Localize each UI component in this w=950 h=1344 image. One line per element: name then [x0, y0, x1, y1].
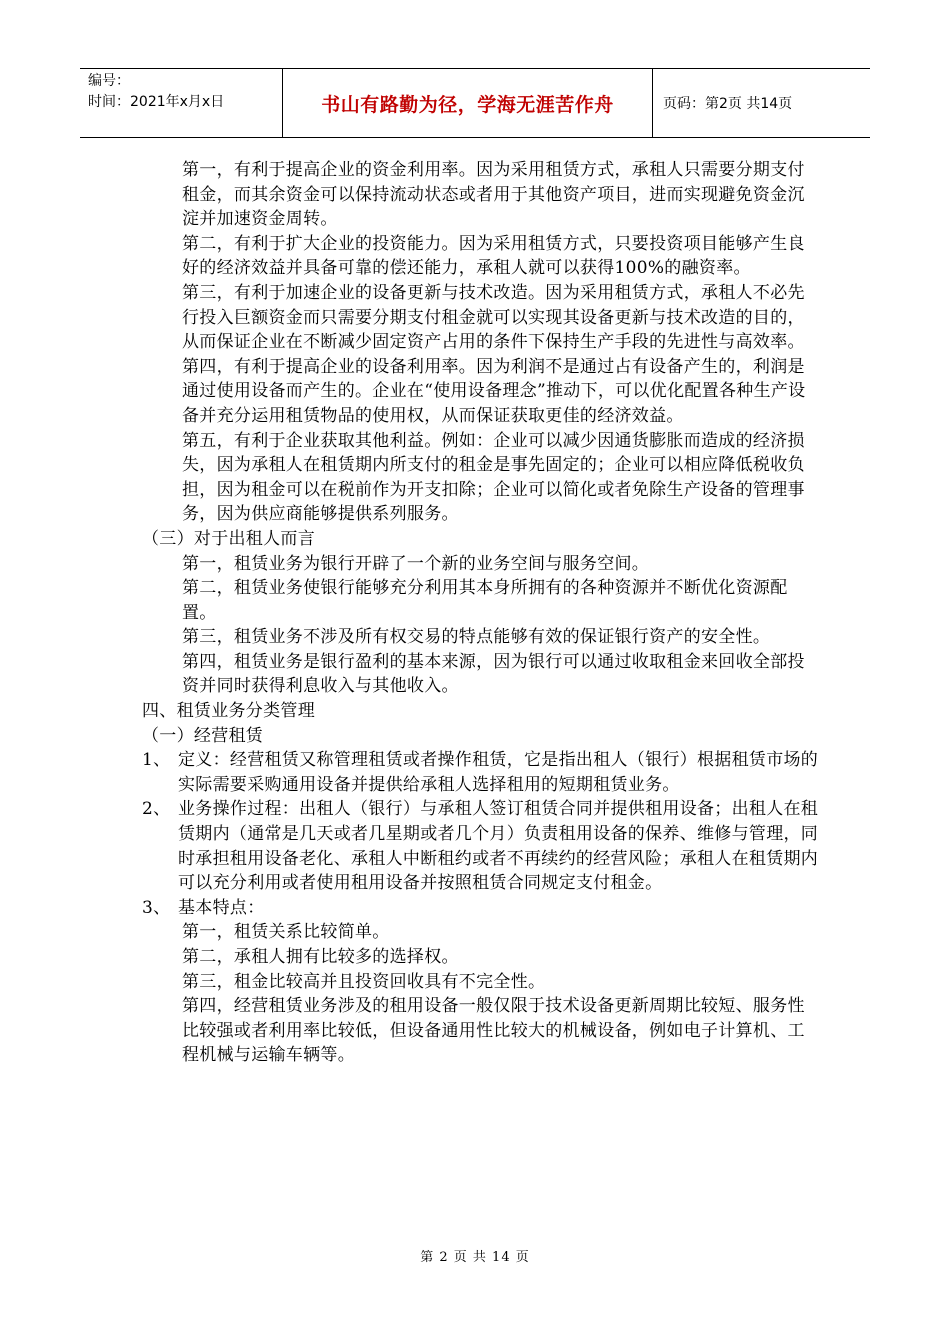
- paragraph: 第二，承租人拥有比较多的选择权。: [182, 947, 459, 967]
- paragraph: 第三，有利于加速企业的设备更新与技术改造。因为采用租赁方式，承租人不必先行投入巨额资金而只需要分期支付租金就可以实现其设备更新与技术改造的目的，从而保证企业在不断减少固定资产占用的条件下保持生产手段的先进性与高效率。: [182, 282, 805, 353]
- document-number-label: 编号：: [88, 73, 130, 89]
- page-header: [80, 68, 870, 138]
- numbered-item: [142, 797, 822, 895]
- section-heading: （三）对于出租人而言: [142, 528, 315, 549]
- item-number: 1、: [142, 750, 171, 771]
- document-body: [142, 158, 822, 1068]
- numbered-item: [142, 748, 822, 797]
- item-number: 3、: [142, 897, 171, 918]
- document-date: 时间：2021年x月x日: [88, 94, 225, 110]
- paragraph: 第一，租赁关系比较简单。: [182, 922, 390, 943]
- paragraph: 第四，经营租赁业务涉及的租用设备一般仅限于技术设备更新周期比较短、服务性比较强或者利用率比较低，但设备通用性比较大的机械设备，例如电子计算机、工程机械与运输车辆等。: [182, 996, 805, 1066]
- section-heading: 四、租赁业务分类管理: [142, 701, 315, 722]
- paragraph: 第三，租金比较高并且投资回收具有不完全性。: [182, 971, 546, 992]
- header-motto: 书山有路勤为径，学海无涯苦作舟: [283, 69, 653, 137]
- paragraph: 第三，租赁业务不涉及所有权交易的特点能够有效的保证银行资产的安全性。: [182, 627, 771, 648]
- subsection-heading: （一）经营租赁: [142, 725, 264, 746]
- item-text: 定义：经营租赁又称管理租赁或者操作租赁，它是指出租人（银行）根据租赁市场的实际需要采购通用设备并提供给承租人选择租用的短期租赁业务。: [178, 750, 819, 795]
- item-text: 基本特点：: [178, 897, 265, 918]
- page-footer: 第 2 页 共 14 页: [420, 1250, 530, 1265]
- paragraph: 第二，有利于扩大企业的投资能力。因为采用租赁方式，只要投资项目能够产生良好的经济效益并具备可靠的偿还能力，承租人就可以获得100%的融资率。: [182, 233, 805, 279]
- item-text: 业务操作过程：出租人（银行）与承租人签订租赁合同并提供租用设备；出租人在租赁期内（通常是几天或者几星期或者几个月）负责租用设备的保养、维修与管理，同时承担租用设备老化、承租人中断租约或者不再续约的经营风险；承租人在租赁期内可以充分利用或者使用租用设备并按照租赁合同规定支付租金。: [178, 799, 819, 894]
- item-number: 2、: [142, 799, 171, 820]
- numbered-item: [142, 896, 822, 921]
- paragraph: 第二，租赁业务使银行能够充分利用其本身所拥有的各种资源并不断优化资源配置。: [182, 578, 788, 623]
- paragraph: 第一，有利于提高企业的资金利用率。因为采用租赁方式，承租人只需要分期支付租金，而其余资金可以保持流动状态或者用于其他资产项目，进而实现避免资金沉淀并加速资金周转。: [182, 160, 805, 230]
- header-meta: [80, 69, 283, 137]
- paragraph: 第五，有利于企业获取其他利益。例如：企业可以减少因通货膨胀而造成的经济损失，因为承租人在租赁期内所支付的租金是事先固定的；企业可以相应降低税收负担，因为租金可以在税前作为开支扣除；企业可以简化或者免除生产设备的管理事务，因为供应商能够提供系列服务。: [182, 430, 805, 525]
- paragraph: 第四，租赁业务是银行盈利的基本来源，因为银行可以通过收取租金来回收全部投资并同时获得利息收入与其他收入。: [182, 651, 805, 697]
- paragraph: 第四，有利于提高企业的设备利用率。因为利润不是通过占有设备产生的，利润是通过使用设备而产生的。企业在“使用设备理念”推动下，可以优化配置各种生产设备并充分运用租赁物品的使用权，从而保证获取更佳的经济效益。: [182, 356, 806, 426]
- paragraph: 第一，租赁业务为银行开辟了一个新的业务空间与服务空间。: [182, 553, 650, 574]
- header-page-info: 页码：第2页 共14页: [663, 96, 793, 112]
